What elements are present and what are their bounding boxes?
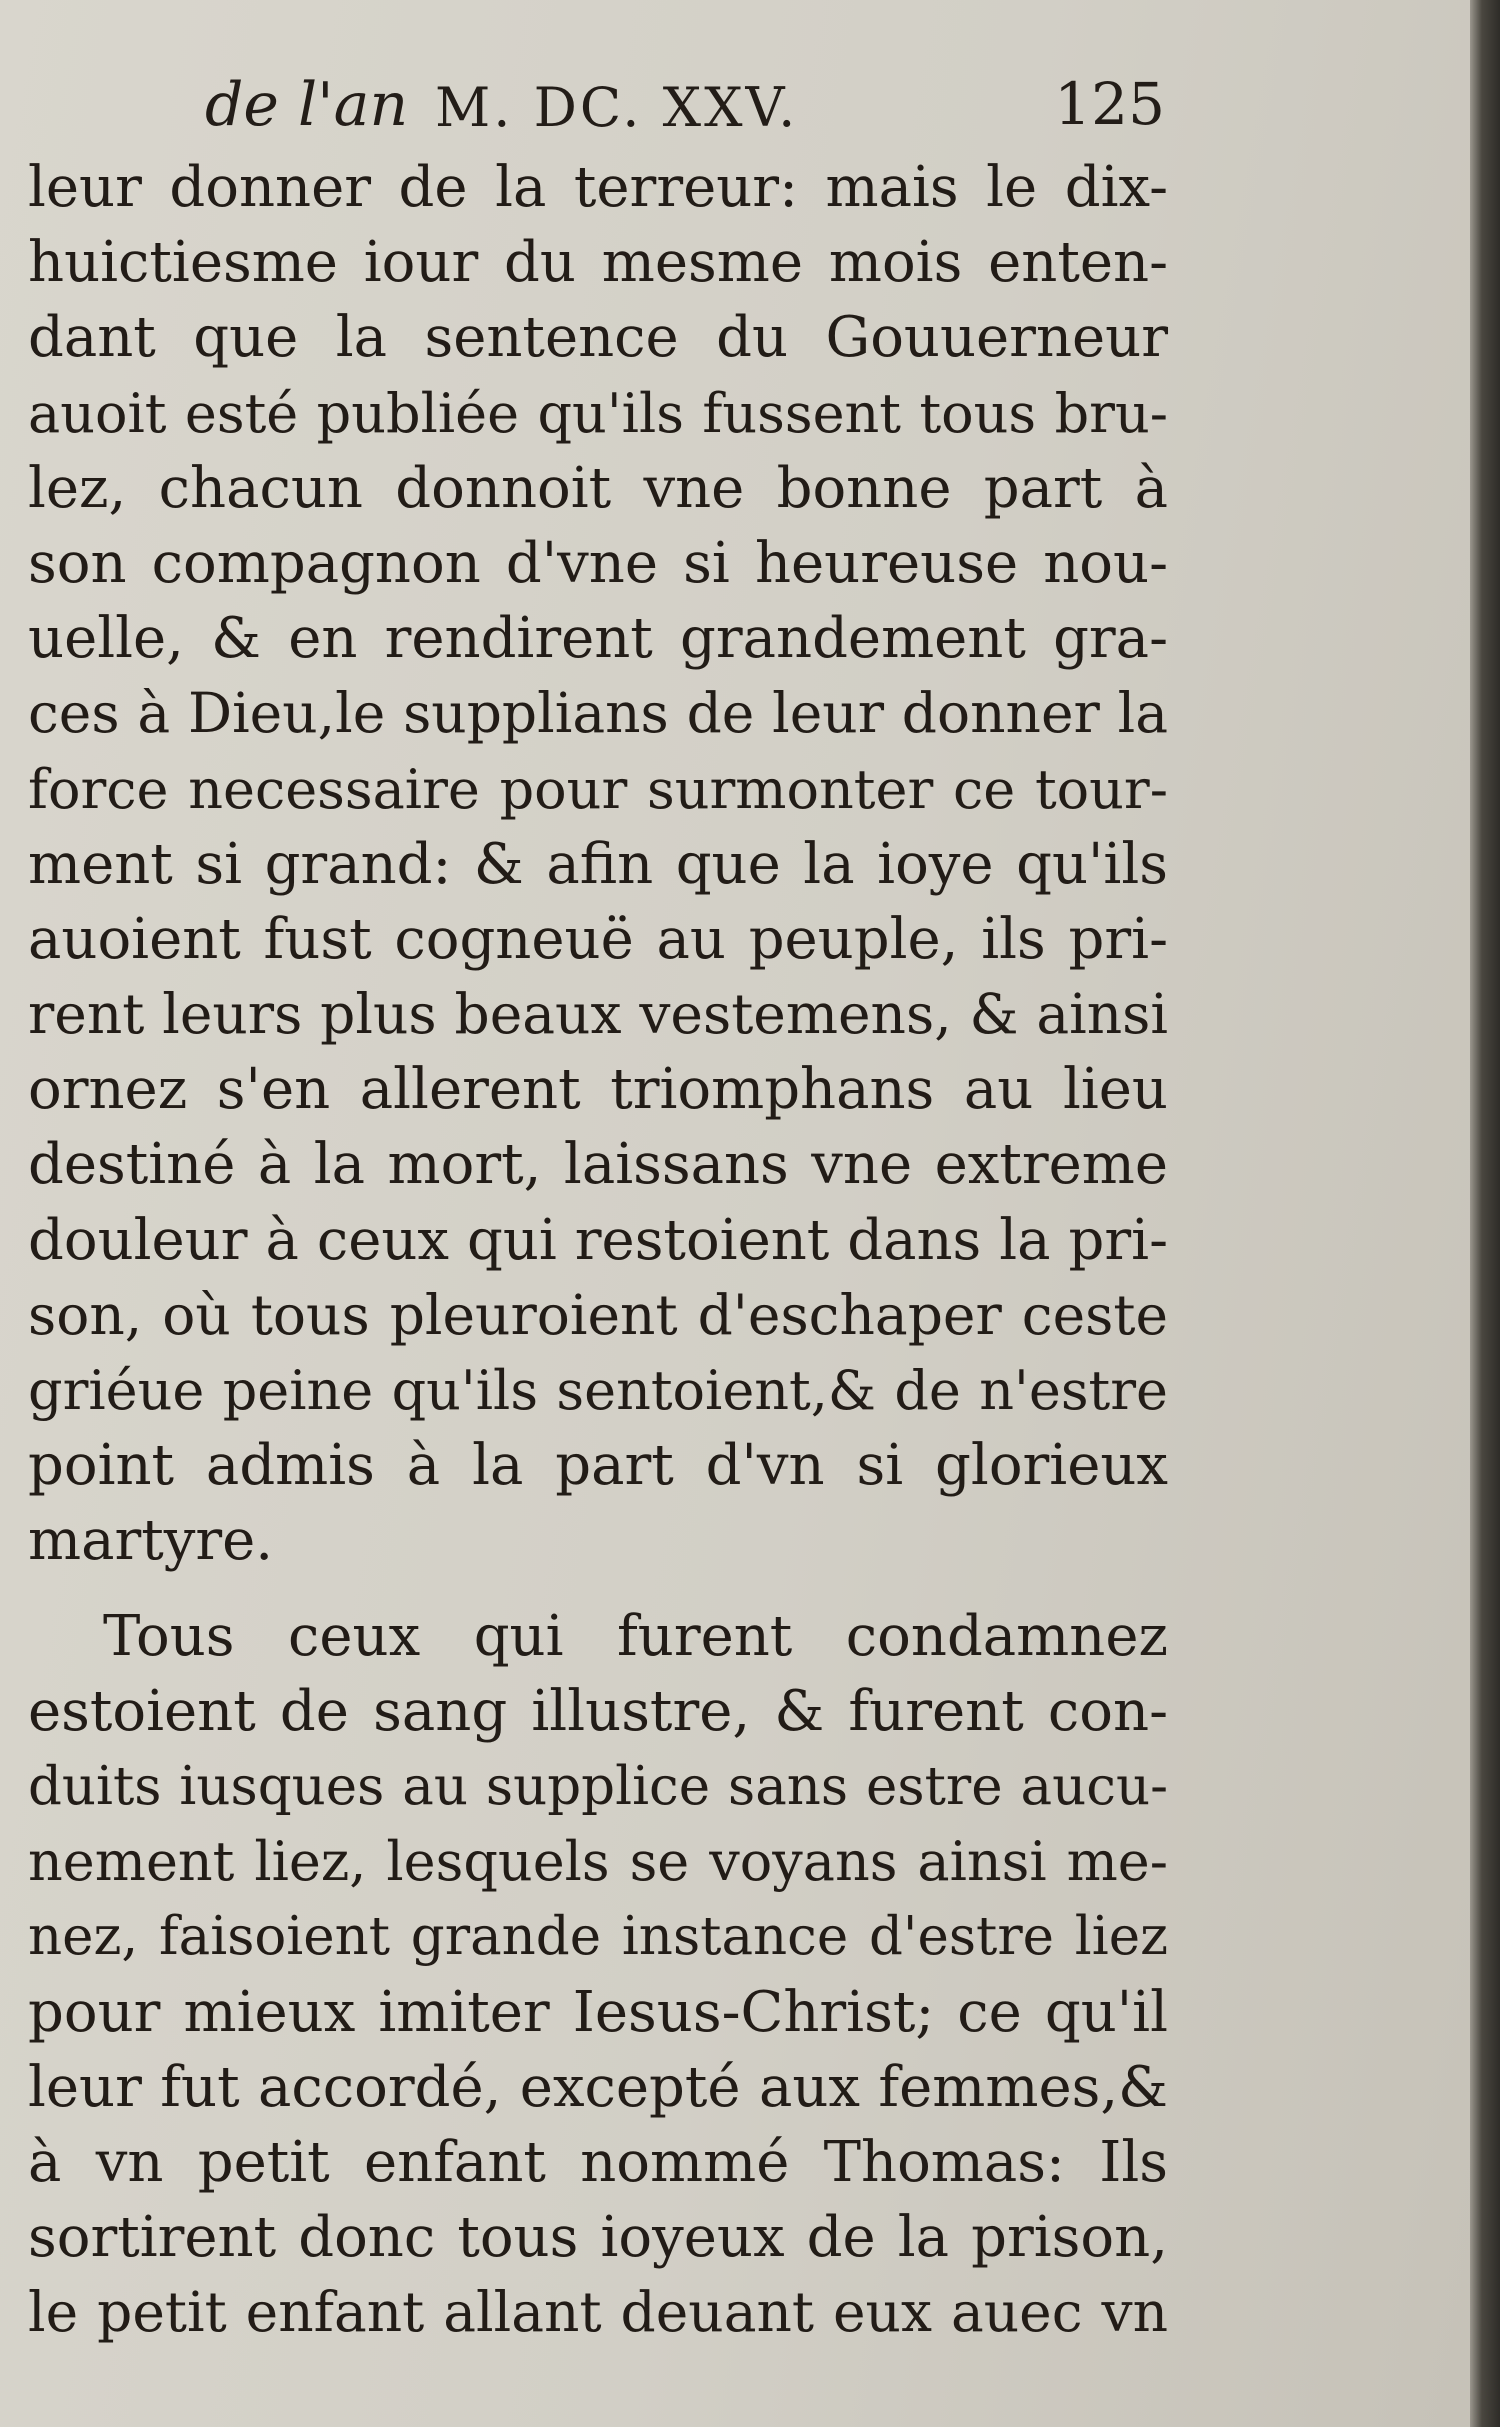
text-line: duits iusques au supplice sans estre aucu-	[28, 1755, 1168, 1817]
running-year: M. DC. XXV.	[435, 76, 799, 139]
text-line: martyre.	[28, 1508, 274, 1574]
text-line: lez, chacun donnoit vne bonne part à	[28, 455, 1168, 521]
text-line: dant que la sentence du Gouuerneur	[28, 305, 1168, 371]
text-line: nez, faisoient grande instance d'estre liez	[28, 1906, 1168, 1968]
text-line: son compagnon d'vne si heureuse nou-	[28, 530, 1168, 596]
text-line: sortirent donc tous ioyeux de la prison,	[28, 2205, 1168, 2271]
page-edge-shadow	[1470, 0, 1500, 2427]
text-line: ment si grand: & afin que la ioye qu'ils	[28, 831, 1168, 897]
text-line: uelle, & en rendirent grandement gra-	[28, 606, 1168, 672]
paragraph-1	[28, 150, 1168, 1579]
text-line: destiné à la mort, laissans vne extreme	[28, 1132, 1168, 1198]
body-text	[28, 150, 1168, 2350]
page-header	[205, 70, 1165, 160]
text-line: le petit enfant allant deuant eux auec vn	[28, 2280, 1168, 2345]
text-line: force necessaire pour surmonter ce tour-	[28, 757, 1168, 821]
paragraph-gap	[28, 1579, 1168, 1599]
text-line: douleur à ceux qui restoient dans la pri-	[28, 1207, 1168, 1273]
text-line: nement liez, lesquels se voyans ainsi me-	[28, 1830, 1168, 1894]
running-title: de l'an	[205, 70, 409, 140]
text-line: point admis à la part d'vn si glorieux	[28, 1433, 1168, 1499]
paragraph-2	[28, 1599, 1168, 2351]
text-line: pour mieux imiter Iesus-Christ; ce qu'il	[28, 1979, 1168, 2045]
text-line: à vn petit enfant nommé Thomas: Ils	[28, 2129, 1168, 2195]
text-line: son, où tous pleuroient d'eschaper ceste	[28, 1282, 1168, 1347]
text-line: rent leurs plus beaux vestemens, & ainsi	[28, 982, 1168, 1047]
page-number: 125	[1054, 70, 1165, 138]
text-line: griéue peine qu'ils sentoient,& de n'estre	[28, 1359, 1168, 1422]
text-line: auoit esté publiée qu'ils fussent tous bru-	[28, 381, 1168, 445]
text-line: huictiesme iour du mesme mois enten-	[28, 230, 1168, 296]
text-line: ornez s'en allerent triomphans au lieu	[28, 1057, 1168, 1123]
text-line: ces à Dieu,le supplians de leur donner la	[28, 681, 1168, 746]
text-line: leur donner de la terreur: mais le dix-	[28, 155, 1168, 220]
text-line: estoient de sang illustre, & furent con-	[28, 1678, 1168, 1744]
text-line: auoient fust cogneuë au peuple, ils pri-	[28, 906, 1168, 972]
text-line: Tous ceux qui furent condamnez	[103, 1603, 1168, 1669]
text-line: leur fut accordé, excepté aux femmes,&	[28, 2054, 1168, 2120]
